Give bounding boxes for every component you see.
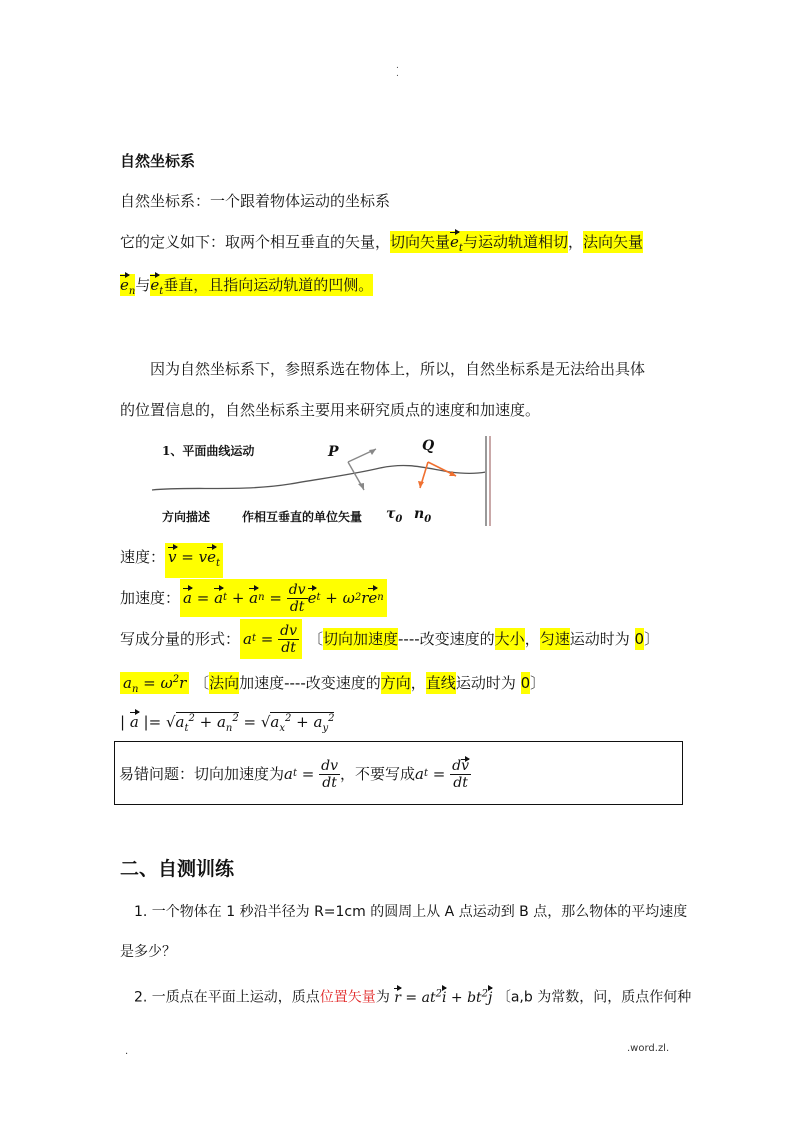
question-1-line-1: 1. 一个物体在 1 秒沿半径为 R=1cm 的圆周上从 A 点运动到 B 点，那么物体的平均速度: [134, 904, 688, 920]
question-2-line-1: [134, 983, 691, 1009]
section-2-title: 二、自测训练: [120, 858, 235, 880]
unit-vector-description: 作相互垂直的单位矢量: [242, 510, 363, 524]
component-label: 写成分量的形式：: [120, 630, 241, 648]
question-2-start: 2. 一质点在平面上运动，质点: [134, 989, 320, 1006]
component-line: [120, 619, 659, 659]
and-text: 与: [135, 276, 151, 294]
speed-line: [120, 543, 223, 578]
tangent-vector-label: 切向矢量: [390, 233, 451, 251]
header-marks: . .: [396, 61, 399, 79]
acceleration-line: [120, 578, 387, 618]
figure-label: 1、平面曲线运动: [162, 444, 255, 458]
normal-formula: $a_n = \omega^2r$: [120, 672, 189, 694]
tangent-vector-highlight: [390, 231, 568, 253]
tangential-description: 〔切向加速度----改变速度的大小，匀速运动时为 0〕: [307, 630, 660, 648]
question-2-rest: 〔a,b 为常数，问，质点作何种: [496, 989, 692, 1006]
acceleration-label: 加速度：: [120, 589, 181, 607]
common-error-box: [114, 741, 683, 805]
definition-line-2: [120, 274, 373, 303]
correct-formula: a t = $\frac{dv}{dt}$: [284, 757, 338, 791]
et-vector-2: $e_t$: [150, 276, 164, 297]
position-formula: $r = at^2i + bt^2j$: [394, 990, 492, 1006]
paragraph-line-2: 的位置信息的，自然坐标系主要用来研究质点的速度和加速度。: [120, 401, 541, 419]
footer-left: .: [125, 1046, 129, 1057]
speed-formula: $v = ve_t$: [165, 543, 223, 578]
curve-figure: [150, 432, 496, 528]
wrong-formula: a t = $\frac{dv}{dt}$: [415, 757, 469, 791]
question-2-for: 为: [375, 989, 390, 1006]
trajectory-curve: [152, 465, 486, 490]
acceleration-formula: a = a t + a n = $\frac{dv}{dt}$ e t + ω 2 r e n: [180, 579, 387, 617]
direction-description: 方向描述: [162, 510, 211, 524]
magnitude-formula: | a |= $√a_t^2 + a_n^2 = √a_x^2 + a_y^2$: [120, 713, 335, 734]
en-vector: $e_n$: [120, 276, 136, 297]
common-error-text: [119, 752, 471, 796]
error-middle: ，不要写成: [339, 765, 415, 783]
section-title: 自然坐标系: [120, 152, 196, 170]
paragraph-line-1: 因为自然坐标系下，参照系选在物体上，所以，自然坐标系是无法给出具体: [150, 360, 646, 378]
comma: ，: [567, 233, 583, 251]
definition-start: 它的定义如下：取两个相互垂直的矢量，: [120, 233, 391, 251]
normal-acceleration-line: [120, 669, 545, 701]
normal-vector-highlight: 法向矢量: [582, 233, 643, 251]
footer-right: .word.zl.: [627, 1043, 670, 1054]
normal-desc: 垂直，且指向运动轨道的凹侧。: [163, 276, 374, 294]
tangential-formula: a t = $\frac{dv}{dt}$: [240, 619, 302, 659]
n-symbol: $n_0$: [414, 506, 432, 525]
normal-description: 〔法向加速度----改变速度的方向，直线运动时为 0〕: [194, 674, 546, 692]
tau-symbol: $\tau_0$: [386, 506, 403, 525]
intro-line: 自然坐标系：一个跟着物体运动的坐标系: [120, 192, 391, 210]
error-prefix: 易错问题：切向加速度为: [119, 765, 285, 783]
question-1-line-2: 是多少？: [120, 944, 176, 960]
speed-label: 速度：: [120, 548, 166, 566]
definition-line-1: [120, 231, 643, 260]
point-q-label: Q: [422, 438, 435, 454]
tangent-desc: 与运动轨道相切: [462, 233, 568, 251]
position-vector-term: 位置矢量: [319, 989, 376, 1006]
et-vector: $e_t$: [450, 233, 463, 254]
point-p-label: P: [328, 444, 339, 460]
